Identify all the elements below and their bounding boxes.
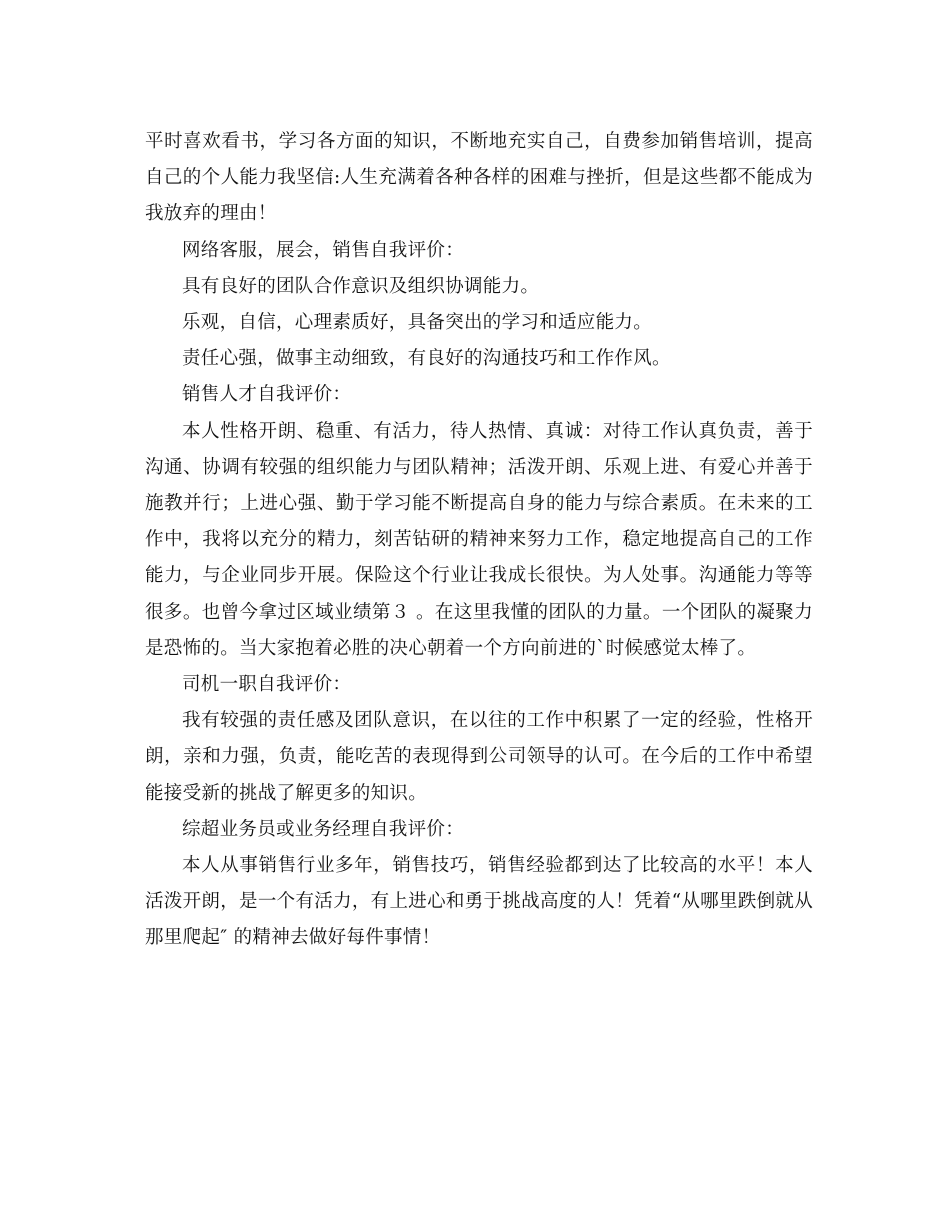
heading-sales-talent-evaluation: 销售人才自我评价： bbox=[182, 384, 352, 406]
paragraph-teamwork: 具有良好的团队合作意识及组织协调能力。 bbox=[182, 275, 540, 297]
heading-sales-manager-evaluation: 综超业务员或业务经理自我评价： bbox=[182, 818, 465, 840]
paragraph-optimism: 乐观，自信，心理素质好，具备突出的学习和适应能力。 bbox=[182, 312, 653, 334]
paragraph-sales-talent-body: 本人性格开朗、稳重、有活力，待人热情、真诚：对待工作认真负责，善于沟通、协调有较强的组织能力与团队精神；活泼开朗、乐观上进、有爱心并善于施教并行；上进心强、勤于学习能不断提高自身的能力与综合素质。在未来的工作中，我将以充分的精力，刻苦钻研的精神来努力工作，稳定地提高自己的工作能力，与企业同步开展。保险这个行业让我成长很快。为人处事。沟通能力等等很多。也曾今拿过区域业绩第３ 。在这里我懂的团队的力量。一个团队的凝聚力是恐怖的。当大家抱着必胜的决心朝着一个方向前进的`时候感觉太棒了。 bbox=[145, 420, 813, 659]
paragraph-responsibility: 责任心强，做事主动细致，有良好的沟通技巧和工作作风。 bbox=[182, 348, 671, 370]
heading-online-service-evaluation: 网络客服，展会，销售自我评价： bbox=[182, 239, 465, 261]
paragraph-driver-body: 我有较强的责任感及团队意识，在以往的工作中积累了一定的经验，性格开朗，亲和力强，负责，能吃苦的表现得到公司领导的认可。在今后的工作中希望能接受新的挑战了解更多的知识。 bbox=[145, 710, 813, 804]
paragraph-sales-manager-body: 本人从事销售行业多年，销售技巧，销售经验都到达了比较高的水平！本人活泼开朗，是一个有活力，有上进心和勇于挑战高度的人！凭着“从哪里跌倒就从那里爬起″ 的精神去做好每件事情！ bbox=[145, 855, 813, 949]
paragraph-hobbies: 平时喜欢看书，学习各方面的知识，不断地充实自己，自费参加销售培训，提高自己的个人能力我坚信:人生充满着各种各样的困难与挫折，但是这些都不能成为我放弃的理由！ bbox=[145, 131, 813, 225]
document-body bbox=[145, 124, 813, 957]
heading-driver-evaluation: 司机一职自我评价： bbox=[182, 674, 352, 696]
